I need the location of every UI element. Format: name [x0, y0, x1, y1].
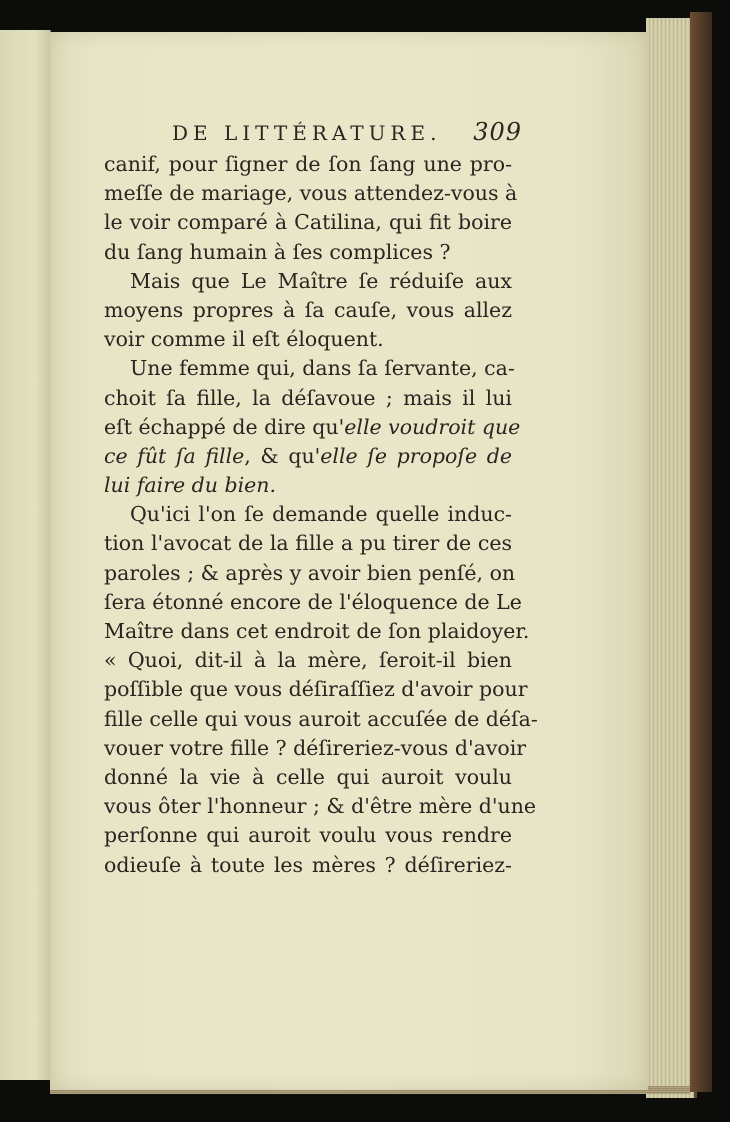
text-line: donné la vie à celle qui auroit voulu: [104, 764, 512, 789]
text-line: du ſang humain à ſes complices ?: [104, 239, 451, 264]
text-line: vous ôter l'honneur ; & d'être mère d'une: [104, 794, 537, 819]
text-line: voir comme il eſt éloquent.: [104, 327, 384, 352]
text-line: poſſible que vous déſiraſſiez d'avoir pour: [104, 677, 528, 702]
text-line: fille celle qui vous auroit accuſée de déſa-: [104, 706, 538, 731]
text-line-mixed: [104, 442, 512, 471]
text-line: Mais que Le Maître ſe réduiſe aux: [130, 268, 512, 293]
text-line: le voir comparé à Catilina, qui fit boire: [104, 210, 512, 235]
italic-run: elle voudroit que: [344, 414, 521, 439]
text-line: tion l'avocat de la fille a pu tirer de ces: [104, 531, 512, 556]
left-page-edge: [0, 30, 51, 1080]
page-number: 309: [473, 118, 522, 146]
text-line: lui faire du bien.: [104, 473, 277, 498]
running-head: [172, 118, 522, 146]
text-line: canif, pour ſigner de ſon ſang une pro-: [104, 152, 512, 176]
text-line: moyens propres à ſa cauſe, vous allez: [104, 297, 512, 322]
text-line: odieuſe à toute les mères ? déſireriez-: [104, 852, 512, 877]
italic-run: elle ſe propoſe de: [320, 443, 512, 468]
text-line: paroles ; & après y avoir bien penſé, on: [104, 560, 516, 585]
text-line: meſſe de mariage, vous attendez-vous à: [104, 181, 518, 206]
text-line: vouer votre fille ? déſireriez-vous d'avoir: [104, 735, 527, 760]
text-line: ſera étonné encore de l'éloquence de Le: [104, 589, 522, 614]
text-line: Qu'ici l'on ſe demande quelle induc-: [130, 502, 512, 527]
book-cover-edge: [690, 12, 712, 1092]
text-line: « Quoi, dit-il à la mère, ſeroit-il bien: [104, 648, 512, 673]
text-run: , & qu': [244, 443, 321, 468]
text-line: Une femme qui, dans ſa ſervante, ca-: [130, 356, 515, 381]
running-head-title: DE LITTÉRATURE.: [172, 121, 442, 145]
italic-run: ce fût ſa fille: [104, 443, 245, 468]
text-line: Maître dans cet endroit de ſon plaidoyer.: [104, 619, 530, 643]
text-line-mixed: [104, 413, 521, 442]
text-line: perſonne qui auroit voulu vous rendre: [104, 823, 512, 848]
body-text: [104, 150, 538, 880]
text-line: choit ſa fille, la déſavoue ; mais il lui: [104, 385, 512, 410]
text-run: eſt échappé de dire qu': [104, 414, 345, 439]
